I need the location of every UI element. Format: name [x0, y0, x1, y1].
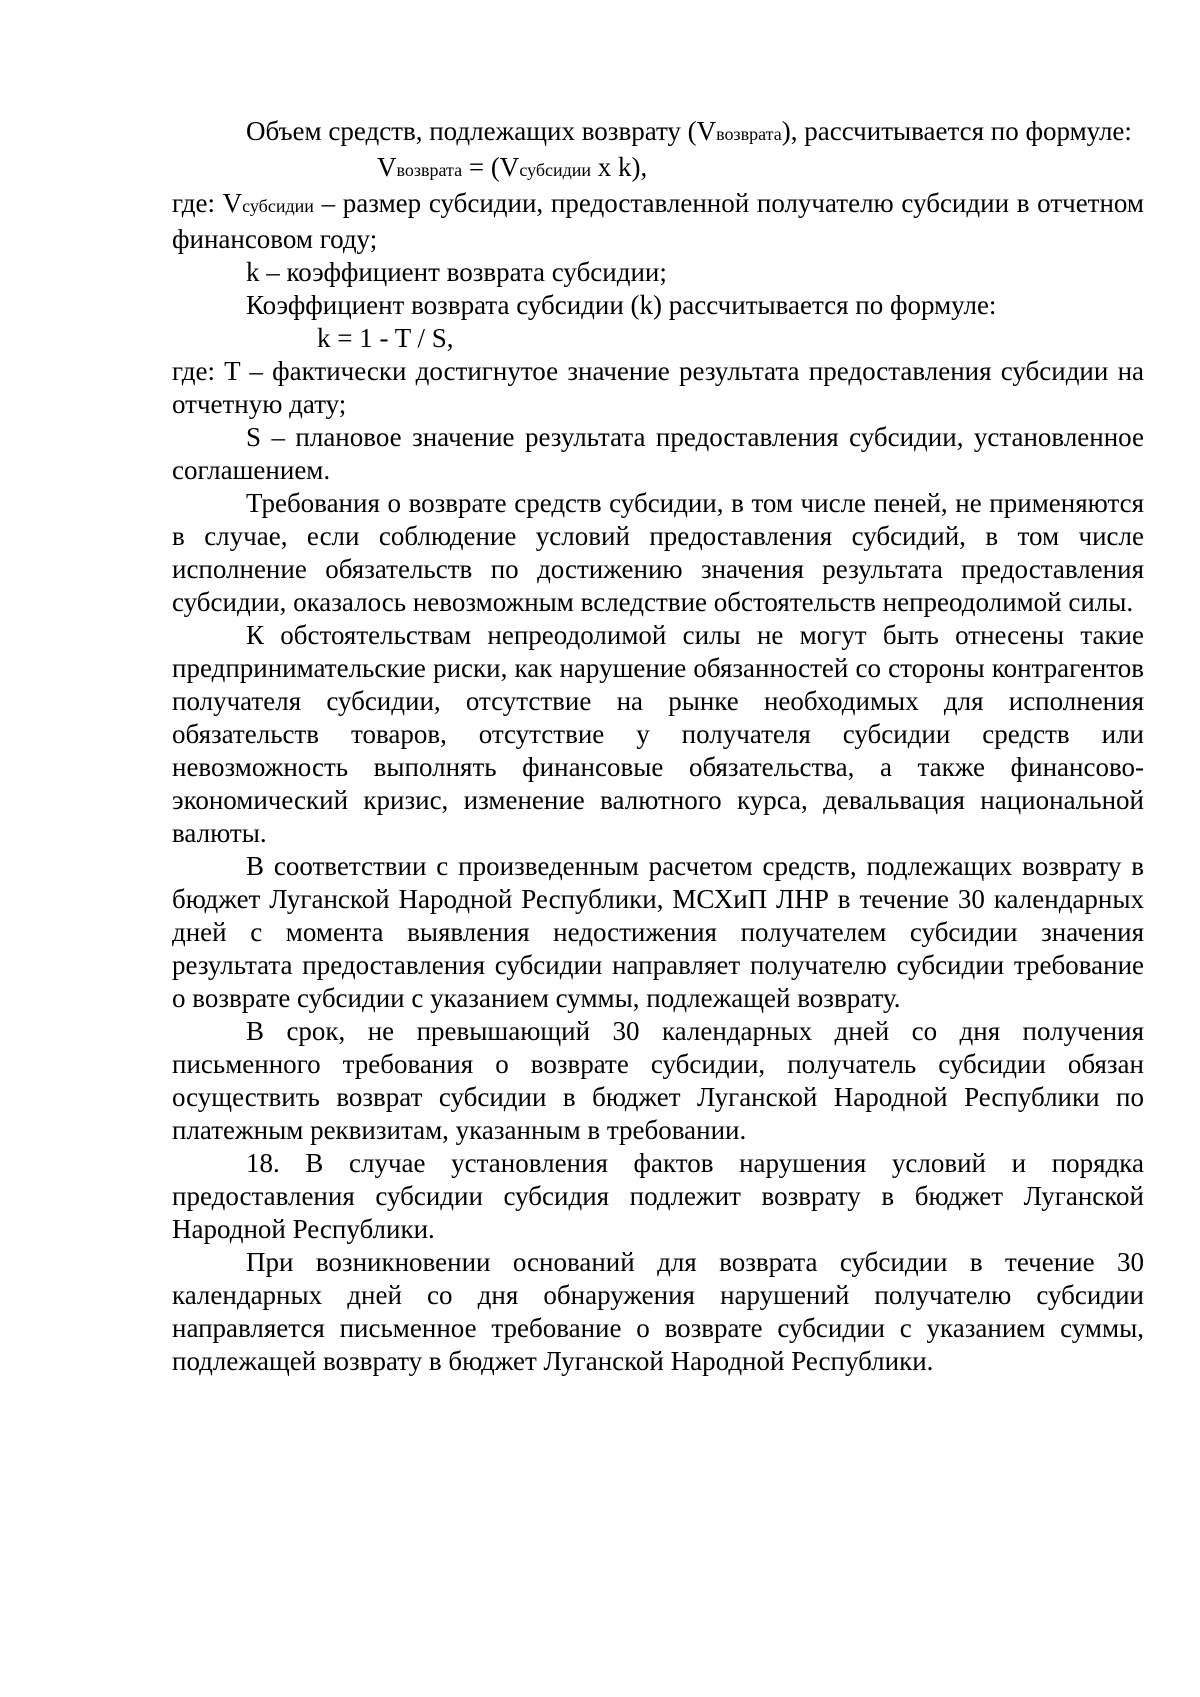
document-body [172, 115, 1144, 1378]
formula-variable: V [377, 152, 397, 182]
text-run: ), рассчитывается по формуле: [781, 116, 1132, 146]
paragraph-force-majeure-exclusions: К обстоятельствам непреодолимой силы не могут быть отнесены такие предпринимательские риски, как нарушение обязанностей со стороны контрагентов получателя субсидии, отсутствие на рынке необходимых для исполнения обязательств товаров, отсутствие у получателя субсидии средств или невозможность выполнять финансовые обязательства, а также финансово-экономический кризис, изменение валютного курса, девальвация национальной валюты. [172, 620, 1144, 848]
formula-subscript: возврата [396, 160, 463, 180]
formula-subscript: субсидии [519, 160, 592, 180]
text-run: – размер субсидии, предоставленной получателю субсидии в отчетном финансовом году; [172, 188, 1145, 254]
formula-coefficient: k = 1 - T / S, [317, 323, 454, 353]
paragraph-volume-formula-intro [172, 115, 1144, 151]
paragraph-t-definition: где: T – фактически достигнутое значение результата предоставления субсидии на отчетную дату; [172, 356, 1144, 419]
subscript-text: возврата [716, 124, 782, 144]
paragraph-v-subsidy-definition [172, 187, 1144, 256]
paragraph-return-deadline: В срок, не превышающий 30 календарных дней со дня получения письменного требования о возврате субсидии, получатель субсидии обязан осуществить возврат субсидии в бюджет Луганской Народной Республики по платежным реквизитам, указанным в требовании. [172, 1016, 1144, 1145]
formula-operator: = (V [462, 152, 520, 182]
formula-tail: x k), [591, 152, 648, 182]
paragraph-clause-18: 18. В случае установления фактов нарушения условий и порядка предоставления субсидии субсидия подлежит возврату в бюджет Луганской Народной Республики. [172, 1148, 1144, 1244]
subscript-text: субсидии [242, 196, 314, 216]
paragraph-force-majeure-exemption: Требования о возврате средств субсидии, в том числе пеней, не применяются в случае, если соблюдение условий предоставления субсидий, в том числе исполнение обязательств по достижению значения результата предоставления субсидии, оказалось невозможным вследствие обстоятельств непреодолимой силы. [172, 488, 1144, 617]
formula-volume-return [172, 151, 1144, 187]
paragraph-k-definition: k – коэффициент возврата субсидии; [246, 257, 667, 287]
paragraph-s-definition: S – плановое значение результата предоставления субсидии, установленное соглашением. [172, 422, 1144, 485]
text-run: Объем средств, подлежащих возврату (V [246, 116, 717, 146]
paragraph-k-formula-intro: Коэффициент возврата субсидии (k) рассчитывается по формуле: [246, 290, 997, 320]
paragraph-violation-notice: При возникновении оснований для возврата субсидии в течение 30 календарных дней со дня обнаружения нарушений получателю субсидии направляется письменное требование о возврате субсидии с указанием суммы, подлежащей возврату в бюджет Луганской Народной Республики. [172, 1247, 1144, 1376]
text-run: где: V [172, 188, 243, 218]
paragraph-return-demand: В соответствии с произведенным расчетом средств, подлежащих возврату в бюджет Луганской Народной Республики, МСХиП ЛНР в течение 30 календарных дней с момента выявления недостижения получателем субсидии значения результата предоставления субсидии направляет получателю субсидии требование о возврате субсидии с указанием суммы, подлежащей возврату. [172, 851, 1144, 1013]
